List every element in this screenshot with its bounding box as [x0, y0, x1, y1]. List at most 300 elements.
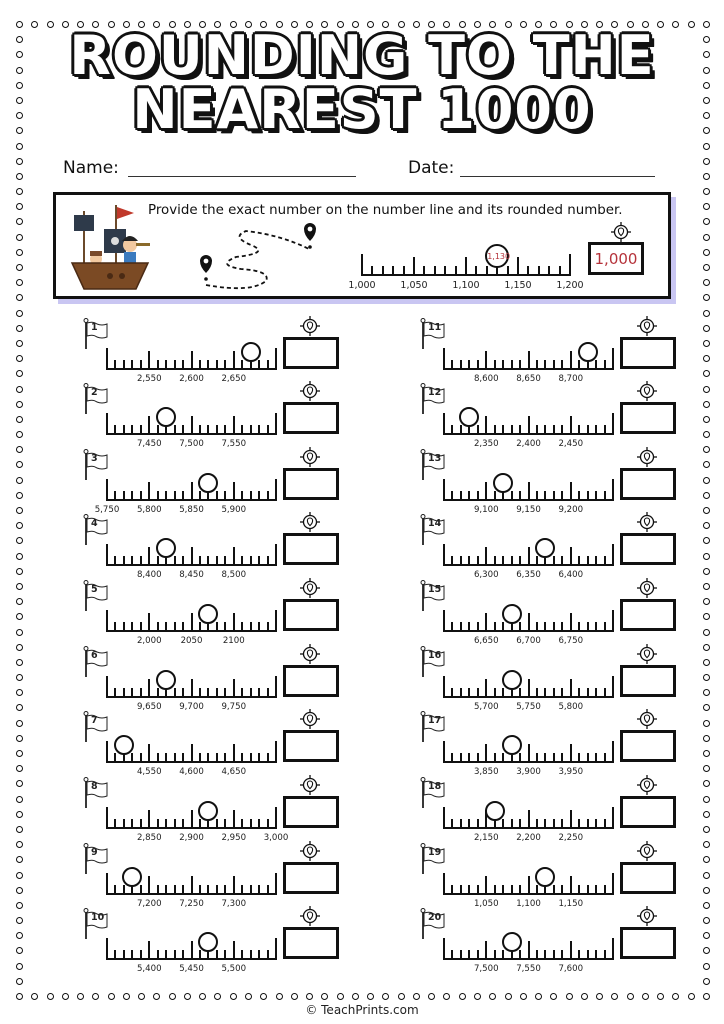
minor-tick — [468, 622, 470, 630]
border-dot — [703, 461, 710, 468]
number-circle-blank[interactable] — [502, 670, 522, 690]
major-tick — [191, 810, 193, 827]
number-circle-blank[interactable] — [502, 604, 522, 624]
border-dot — [352, 993, 359, 1000]
minor-tick — [199, 556, 201, 564]
border-dot — [459, 993, 466, 1000]
tick-label: 3,900 — [516, 767, 541, 777]
minor-tick — [267, 950, 269, 958]
rounded-answer-box[interactable] — [620, 402, 676, 434]
major-tick — [528, 613, 530, 630]
minor-tick — [250, 885, 252, 893]
tick-label: 2,650 — [221, 374, 247, 384]
minor-tick — [250, 819, 252, 827]
minor-tick — [131, 425, 133, 433]
border-dot — [16, 689, 23, 696]
border-dot — [703, 507, 710, 514]
minor-tick — [561, 885, 563, 893]
major-tick — [275, 873, 277, 893]
number-circle-blank[interactable] — [493, 473, 513, 493]
major-tick — [275, 938, 277, 958]
minor-tick — [258, 819, 260, 827]
major-tick — [191, 876, 193, 893]
minor-tick — [451, 688, 453, 696]
minor-tick — [114, 360, 116, 368]
minor-tick — [536, 491, 538, 499]
number-line-axis — [106, 368, 277, 370]
major-tick — [148, 941, 150, 958]
border-dot — [627, 993, 634, 1000]
minor-tick — [207, 556, 209, 564]
rounded-answer-box[interactable] — [620, 337, 676, 369]
major-tick — [148, 810, 150, 827]
border-dot — [16, 249, 23, 256]
minor-tick — [468, 360, 470, 368]
border-dot — [703, 629, 710, 636]
minor-tick — [553, 885, 555, 893]
border-dot — [16, 461, 23, 468]
number-line-axis — [443, 368, 614, 370]
border-dot — [16, 765, 23, 772]
problem-number: 3 — [91, 453, 98, 464]
tick-label: 4,650 — [221, 767, 247, 777]
minor-tick — [165, 753, 167, 761]
problem-item — [420, 580, 680, 646]
minor-tick — [258, 950, 260, 958]
major-tick — [148, 482, 150, 499]
minor-tick — [451, 885, 453, 893]
tick-label: 7,600 — [558, 964, 584, 974]
rounded-answer-box[interactable] — [620, 468, 676, 500]
major-tick — [106, 348, 108, 368]
minor-tick — [604, 622, 606, 630]
border-dot — [703, 872, 710, 879]
minor-tick — [258, 688, 260, 696]
number-circle-blank[interactable] — [459, 407, 479, 427]
problem-number: 15 — [428, 584, 442, 595]
major-tick — [465, 257, 467, 274]
target-pin-icon — [300, 578, 320, 598]
minor-tick — [595, 819, 597, 827]
major-tick — [106, 873, 108, 893]
tick-label: 6,350 — [516, 570, 541, 580]
worksheet-title-line2: NEAREST 1000 — [132, 78, 592, 141]
minor-tick — [250, 753, 252, 761]
major-tick — [443, 741, 445, 761]
major-tick — [485, 416, 487, 433]
target-pin-icon — [637, 512, 657, 532]
rounded-answer-box[interactable] — [620, 862, 676, 894]
number-circle-blank[interactable] — [198, 801, 218, 821]
problem-number: 10 — [91, 912, 105, 923]
problem-item — [83, 383, 343, 449]
problem-number: 16 — [428, 650, 442, 661]
rounded-answer-box[interactable] — [283, 927, 339, 959]
worksheet-title-line1: ROUNDING TO THE — [69, 24, 655, 87]
major-tick — [612, 413, 614, 433]
border-dot — [703, 416, 710, 423]
major-tick — [612, 807, 614, 827]
minor-tick — [250, 622, 252, 630]
number-circle-blank[interactable] — [502, 735, 522, 755]
minor-tick — [548, 266, 550, 274]
major-tick — [106, 479, 108, 499]
minor-tick — [494, 950, 496, 958]
rounded-answer-box[interactable] — [283, 599, 339, 631]
border-dot — [703, 856, 710, 863]
number-circle-blank[interactable] — [535, 538, 555, 558]
number-circle-blank[interactable] — [535, 867, 555, 887]
border-dot — [16, 644, 23, 651]
number-line-axis — [106, 761, 277, 763]
border-dot — [428, 993, 435, 1000]
minor-tick — [258, 753, 260, 761]
border-dot — [16, 386, 23, 393]
border-dot — [16, 947, 23, 954]
minor-tick — [199, 819, 201, 827]
minor-tick — [140, 819, 142, 827]
minor-tick — [258, 885, 260, 893]
tick-label: 2,900 — [179, 833, 204, 843]
minor-tick — [123, 885, 125, 893]
number-circle-blank[interactable] — [485, 801, 505, 821]
rounded-answer-box[interactable] — [283, 533, 339, 565]
border-dot — [16, 294, 23, 301]
rounded-answer-box[interactable] — [283, 862, 339, 894]
minor-tick — [544, 950, 546, 958]
major-tick — [612, 479, 614, 499]
number-circle-blank[interactable] — [578, 342, 598, 362]
tick-label: 1,050 — [473, 899, 499, 909]
minor-tick — [165, 819, 167, 827]
major-tick — [569, 254, 571, 274]
major-tick — [528, 876, 530, 893]
rounded-answer-box[interactable] — [283, 665, 339, 697]
major-tick — [612, 544, 614, 564]
tick-label: 5,750 — [94, 505, 120, 515]
minor-tick — [477, 491, 479, 499]
tick-label: 5,900 — [221, 505, 247, 515]
target-pin-icon — [637, 841, 657, 861]
major-tick — [106, 938, 108, 958]
rounded-answer-box[interactable] — [620, 533, 676, 565]
minor-tick — [114, 753, 116, 761]
minor-tick — [519, 753, 521, 761]
date-field[interactable] — [460, 176, 655, 177]
minor-tick — [451, 360, 453, 368]
major-tick — [233, 613, 235, 630]
problem-number: 5 — [91, 584, 98, 595]
minor-tick — [511, 425, 513, 433]
minor-tick — [207, 425, 209, 433]
minor-tick — [455, 266, 457, 274]
border-dot — [260, 993, 267, 1000]
major-tick — [612, 348, 614, 368]
tick-label: 1,150 — [558, 899, 584, 909]
border-dot — [703, 902, 710, 909]
minor-tick — [131, 950, 133, 958]
minor-tick — [114, 622, 116, 630]
minor-tick — [140, 360, 142, 368]
tick-label: 3,000 — [263, 833, 289, 843]
rounded-answer-box[interactable] — [620, 665, 676, 697]
number-circle-blank[interactable] — [156, 670, 176, 690]
minor-tick — [604, 360, 606, 368]
border-dot — [535, 993, 542, 1000]
minor-tick — [174, 688, 176, 696]
major-tick — [275, 676, 277, 696]
minor-tick — [578, 622, 580, 630]
border-dot — [291, 993, 298, 1000]
major-tick — [275, 544, 277, 564]
minor-tick — [451, 950, 453, 958]
rounded-answer-box[interactable] — [620, 796, 676, 828]
minor-tick — [604, 885, 606, 893]
minor-tick — [207, 753, 209, 761]
border-dot — [16, 750, 23, 757]
minor-tick — [561, 556, 563, 564]
major-tick — [443, 479, 445, 499]
tick-label: 2,350 — [473, 439, 499, 449]
major-tick — [191, 941, 193, 958]
minor-tick — [250, 950, 252, 958]
border-dot — [16, 507, 23, 514]
minor-tick — [451, 425, 453, 433]
border-dot — [16, 234, 23, 241]
rounded-answer-box[interactable] — [620, 599, 676, 631]
border-dot — [16, 188, 23, 195]
major-tick — [485, 547, 487, 564]
major-tick — [106, 610, 108, 630]
problem-item — [83, 580, 343, 646]
minor-tick — [460, 360, 462, 368]
border-dot — [138, 993, 145, 1000]
border-dot — [16, 993, 23, 1000]
minor-tick — [511, 819, 513, 827]
minor-tick — [511, 491, 513, 499]
border-dot — [703, 963, 710, 970]
border-dot — [16, 735, 23, 742]
border-dot — [16, 218, 23, 225]
minor-tick — [140, 425, 142, 433]
minor-tick — [553, 819, 555, 827]
major-tick — [443, 610, 445, 630]
minor-tick — [157, 753, 159, 761]
minor-tick — [494, 885, 496, 893]
minor-tick — [157, 360, 159, 368]
minor-tick — [502, 556, 504, 564]
major-tick — [528, 941, 530, 958]
problem-number: 4 — [91, 518, 98, 529]
border-dot — [16, 872, 23, 879]
minor-tick — [553, 753, 555, 761]
major-tick — [570, 876, 572, 893]
number-circle-blank[interactable] — [198, 604, 218, 624]
major-tick — [106, 741, 108, 761]
minor-tick — [250, 556, 252, 564]
minor-tick — [216, 622, 218, 630]
tick-label: 8,650 — [516, 374, 541, 384]
number-circle-blank[interactable] — [198, 473, 218, 493]
number-circle-blank[interactable] — [156, 407, 176, 427]
minor-tick — [444, 266, 446, 274]
number-circle-blank[interactable] — [156, 538, 176, 558]
rounded-answer-box[interactable] — [620, 927, 676, 959]
major-tick — [443, 413, 445, 433]
minor-tick — [199, 425, 201, 433]
border-dot — [703, 674, 710, 681]
major-tick — [233, 351, 235, 368]
problem-item — [420, 711, 680, 777]
number-circle-blank[interactable] — [114, 735, 134, 755]
minor-tick — [140, 622, 142, 630]
border-dot — [16, 796, 23, 803]
tick-label: 7,500 — [473, 964, 499, 974]
minor-tick — [502, 819, 504, 827]
border-dot — [16, 264, 23, 271]
minor-tick — [114, 885, 116, 893]
minor-tick — [553, 360, 555, 368]
border-dot — [657, 993, 664, 1000]
major-tick — [443, 348, 445, 368]
border-dot — [16, 932, 23, 939]
minor-tick — [216, 950, 218, 958]
rounded-answer-box[interactable] — [620, 730, 676, 762]
border-dot — [703, 887, 710, 894]
border-dot — [16, 902, 23, 909]
minor-tick — [182, 753, 184, 761]
minor-tick — [182, 556, 184, 564]
minor-tick — [140, 688, 142, 696]
minor-tick — [131, 622, 133, 630]
minor-tick — [267, 360, 269, 368]
minor-tick — [595, 885, 597, 893]
minor-tick — [536, 688, 538, 696]
tick-label: 3,850 — [473, 767, 499, 777]
minor-tick — [267, 556, 269, 564]
number-line-axis — [443, 630, 614, 632]
minor-tick — [604, 425, 606, 433]
number-circle-blank[interactable] — [241, 342, 261, 362]
minor-tick — [527, 266, 529, 274]
minor-tick — [553, 425, 555, 433]
minor-tick — [199, 491, 201, 499]
minor-tick — [224, 819, 226, 827]
border-dot — [62, 993, 69, 1000]
minor-tick — [123, 819, 125, 827]
problem-number: 14 — [428, 518, 442, 529]
minor-tick — [165, 885, 167, 893]
rounded-answer-box[interactable] — [283, 796, 339, 828]
minor-tick — [460, 491, 462, 499]
major-tick — [485, 679, 487, 696]
border-dot — [31, 993, 38, 1000]
minor-tick — [536, 950, 538, 958]
minor-tick — [494, 622, 496, 630]
tick-label: 2,850 — [136, 833, 162, 843]
tick-label: 7,250 — [179, 899, 204, 909]
number-line-axis — [106, 696, 277, 698]
major-tick — [191, 351, 193, 368]
minor-tick — [451, 622, 453, 630]
number-circle-blank[interactable] — [122, 867, 142, 887]
major-tick — [275, 479, 277, 499]
tick-label: 7,300 — [221, 899, 247, 909]
minor-tick — [434, 266, 436, 274]
minor-tick — [140, 491, 142, 499]
minor-tick — [519, 950, 521, 958]
major-tick — [570, 416, 572, 433]
problem-item — [83, 777, 343, 843]
border-dot — [703, 370, 710, 377]
major-tick — [443, 807, 445, 827]
minor-tick — [140, 556, 142, 564]
border-dot — [703, 659, 710, 666]
minor-tick — [507, 266, 509, 274]
minor-tick — [114, 950, 116, 958]
number-circle-blank[interactable] — [502, 932, 522, 952]
rounded-answer-box[interactable] — [283, 402, 339, 434]
problem-number: 6 — [91, 650, 98, 661]
problem-item — [83, 711, 343, 777]
rounded-answer-box[interactable] — [283, 468, 339, 500]
minor-tick — [587, 688, 589, 696]
minor-tick — [578, 688, 580, 696]
name-field[interactable] — [128, 176, 356, 177]
major-tick — [275, 741, 277, 761]
major-tick — [148, 547, 150, 564]
border-dot — [703, 310, 710, 317]
minor-tick — [544, 688, 546, 696]
problem-number: 19 — [428, 847, 442, 858]
minor-tick — [561, 688, 563, 696]
border-dot — [703, 796, 710, 803]
minor-tick — [502, 753, 504, 761]
minor-tick — [502, 950, 504, 958]
minor-tick — [131, 556, 133, 564]
border-dot — [703, 264, 710, 271]
problem-item — [420, 318, 680, 384]
rounded-answer-box[interactable] — [283, 730, 339, 762]
tick-label: 3,950 — [558, 767, 584, 777]
tick-label: 9,150 — [516, 505, 541, 515]
number-circle-blank[interactable] — [198, 932, 218, 952]
problem-item — [420, 449, 680, 515]
minor-tick — [544, 753, 546, 761]
minor-tick — [216, 360, 218, 368]
minor-tick — [578, 556, 580, 564]
rounded-answer-box[interactable] — [283, 337, 339, 369]
minor-tick — [216, 753, 218, 761]
tick-label: 6,750 — [558, 636, 584, 646]
tick-label: 9,200 — [558, 505, 584, 515]
minor-tick — [157, 950, 159, 958]
problem-item — [420, 514, 680, 580]
major-tick — [275, 807, 277, 827]
major-tick — [443, 676, 445, 696]
tick-label: 8,600 — [473, 374, 499, 384]
border-dot — [245, 993, 252, 1000]
problem-number: 7 — [91, 715, 98, 726]
number-line-axis — [106, 630, 277, 632]
problem-number: 2 — [91, 387, 98, 398]
minor-tick — [604, 753, 606, 761]
minor-tick — [131, 360, 133, 368]
minor-tick — [258, 622, 260, 630]
tick-label: 4,550 — [136, 767, 162, 777]
border-dot — [16, 841, 23, 848]
problem-item — [420, 646, 680, 712]
